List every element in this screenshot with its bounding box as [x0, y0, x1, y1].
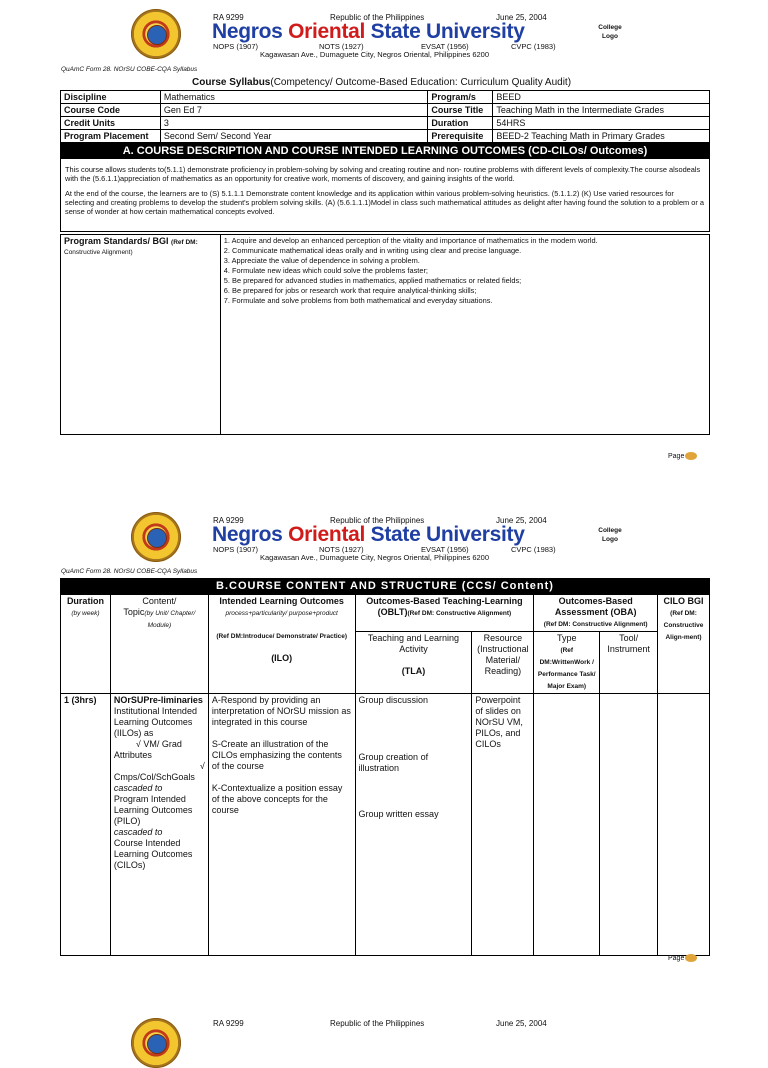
info-row-credit-units: Credit Units 3 Duration 54HRS: [61, 117, 710, 130]
header-cilo: CILO BGI (Ref DM: Constructive Align-ment): [658, 595, 710, 694]
info-row-discipline: Discipline Mathematics Program/s BEED: [61, 91, 710, 104]
university-header: RA 9299 Republic of the Philippines June 25, 2004 Negros Oriental State University NOPS (1907) NOTS (1927) EVSAT (1956) CVPC (1983) Kagawasan Ave., Dumaguete City, Negros Oriental, Philippines 6200 College Logo: [0, 0, 768, 62]
standard-item: 2. Communicate mathematical ideas orally and in writing using clear and precise language.: [223, 246, 522, 255]
university-seal-icon: [131, 512, 181, 562]
type-cell: [534, 694, 600, 956]
standard-item: 4. Formulate new ideas which could solve the problems faster;: [223, 266, 428, 275]
description-paragraph-1: This course allows students to(5.1.1) demonstrate proficiency in problem-solving by solving and creating routine and non- routine problems with different levels of complexity.The course alsodeals with the (5.6.1.1)appreciation of mathematics as an opportunity for creative work, moments of discovery, and gaining insights of the world.: [65, 165, 701, 183]
info-row-placement: Program Placement Second Sem/ Second Year Prerequisite BEED-2 Teaching Math in Primary Grades: [61, 130, 710, 143]
republic-text: Republic of the Philippines: [330, 1019, 425, 1028]
university-seal-icon: [131, 9, 181, 59]
cilo-cell: [658, 694, 710, 956]
description-paragraph-2: At the end of the course, the learners are to (S) 5.1.1.1 Demonstrate content knowledge and its application within various problem-solving heuristics. (5.1.1.2) (K) Use varied resources for selecting and creating problems to develop the student's problem solving skills. (A) (5.6.1.1.1)Model in class such mathematical attitudes as delight after having found the solution to a problem or a sense of wonder at how certain mathematical concepts evolved.: [65, 189, 704, 216]
ra-number: RA 9299: [213, 516, 244, 525]
header-tool: Tool/ Instrument: [600, 632, 658, 694]
university-address: Kagawasan Ave., Dumaguete City, Negros Oriental, Philippines 6200: [260, 553, 490, 562]
header-resource: Resource (Instructional Material/ Reading): [472, 632, 534, 694]
university-seal-icon: [131, 1018, 181, 1068]
content-cell: NOrSUPre-liminaries Institutional Intended Learning Outcomes (IILOs) as √ VM/ Grad Attributes √ Cmps/Col/SchGoals cascaded to Program Intended Learning Outcomes (PILO) cascaded to Course Intended Learning Outcomes (CILOs): [110, 694, 208, 956]
republic-text: Republic of the Philippines: [330, 13, 425, 22]
standard-item: 7. Formulate and solve problems from both mathematical and everyday situations.: [223, 296, 493, 305]
header-oba: Outcomes-Based Assessment (OBA) (Ref DM: Constructive Alignment): [534, 595, 658, 632]
university-address: Kagawasan Ave., Dumaguete City, Negros Oriental, Philippines 6200: [260, 50, 490, 59]
program-standards-table: [60, 234, 710, 435]
page-footer: Page: [668, 954, 697, 962]
form-code: QuAmC Form 28. NOrSU COBE-CQA Syllabus: [61, 66, 198, 73]
course-content-table: [60, 594, 710, 956]
course-info-block: [60, 90, 710, 435]
duration-cell: 1 (3hrs): [61, 694, 111, 956]
page-number-icon: [685, 954, 697, 962]
tla-cell: Group discussion Group creation of illustration Group written essay: [355, 694, 472, 956]
info-row-course-code: Course Code Gen Ed 7 Course Title Teaching Math in the Intermediate Grades: [61, 104, 710, 117]
charter-date: June 25, 2004: [496, 1019, 547, 1028]
standards-list: [220, 235, 709, 435]
university-name: Negros Oriental State University: [212, 523, 525, 546]
tool-cell: [600, 694, 658, 956]
ilo-cell: A-Respond by providing an interpretation of NOrSU mission as integrated in this course S-Create an illustration of the CILOs emphasizing the contents of the course K-Contextualize a position essay of the above concepts for the course: [208, 694, 355, 956]
page-footer: Page: [668, 452, 697, 460]
page-number-icon: [685, 452, 697, 460]
university-header: RA 9299 Republic of the Philippines June 25, 2004 Negros Oriental State University NOPS (1907) NOTS (1927) EVSAT (1956) CVPC (1983) Kagawasan Ave., Dumaguete City, Negros Oriental, Philippines 6200 College Logo: [0, 503, 768, 565]
charter-date: June 25, 2004: [496, 13, 547, 22]
header-content-topic: Content/ Topic(by Unit/ Chapter/ Module): [110, 595, 208, 694]
form-code: QuAmC Form 28. NOrSU COBE-CQA Syllabus: [61, 568, 198, 575]
college-logo: College Logo: [598, 527, 622, 543]
standards-label-cell: Program Standards/ BGI (Ref DM: Constructive Alignment): [61, 235, 221, 435]
charter-date: June 25, 2004: [496, 516, 547, 525]
header-oblt: Outcomes-Based Teaching-Learning (OBLT)(Ref DM: Constructive Alignment): [355, 595, 534, 632]
header-ilo: Intended Learning Outcomes process+particularity/ purpose+product (Ref DM:Introduce/ Demonstrate/ Practice) (ILO): [208, 595, 355, 694]
ra-number: RA 9299: [213, 13, 244, 22]
course-content-block: [60, 578, 710, 956]
syllabus-title: Course Syllabus(Competency/ Outcome-Based Education: Curriculum Quality Audit): [192, 77, 572, 88]
course-description: [60, 159, 710, 232]
header-duration: Duration (by week): [61, 595, 111, 694]
standard-item: 1. Acquire and develop an enhanced perception of the vitality and importance of mathematics in the modern world.: [223, 236, 598, 245]
resource-cell: Powerpoint of slides on NOrSU VM, PILOs, and CILOs: [472, 694, 534, 956]
university-name: Negros Oriental State University: [212, 20, 525, 43]
section-a-banner: A. COURSE DESCRIPTION AND COURSE INTENDED LEARNING OUTCOMES (CD-CILOs/ Outcomes): [60, 143, 710, 159]
standard-item: 3. Appreciate the value of dependence in solving a problem.: [223, 256, 420, 265]
ra-number: RA 9299: [213, 1019, 244, 1028]
syllabus-page-1: [0, 0, 768, 460]
header-type: Type (Ref DM:WrittenWork / Performance Task/ Major Exam): [534, 632, 600, 694]
standard-item: 5. Be prepared for advanced studies in mathematics, applied mathematics or related fields;: [223, 276, 522, 285]
standard-item: 6. Be prepared for jobs or research work that require analytical-thinking skills;: [223, 286, 477, 295]
table-row: [61, 694, 710, 956]
syllabus-page-2: [0, 503, 768, 962]
course-info-table: [60, 90, 710, 143]
republic-text: Republic of the Philippines: [330, 516, 425, 525]
college-logo: College Logo: [598, 24, 622, 40]
section-b-banner: B.COURSE CONTENT AND STRUCTURE (CCS/ Content): [60, 578, 710, 594]
header-tla: Teaching and Learning Activity (TLA): [355, 632, 472, 694]
